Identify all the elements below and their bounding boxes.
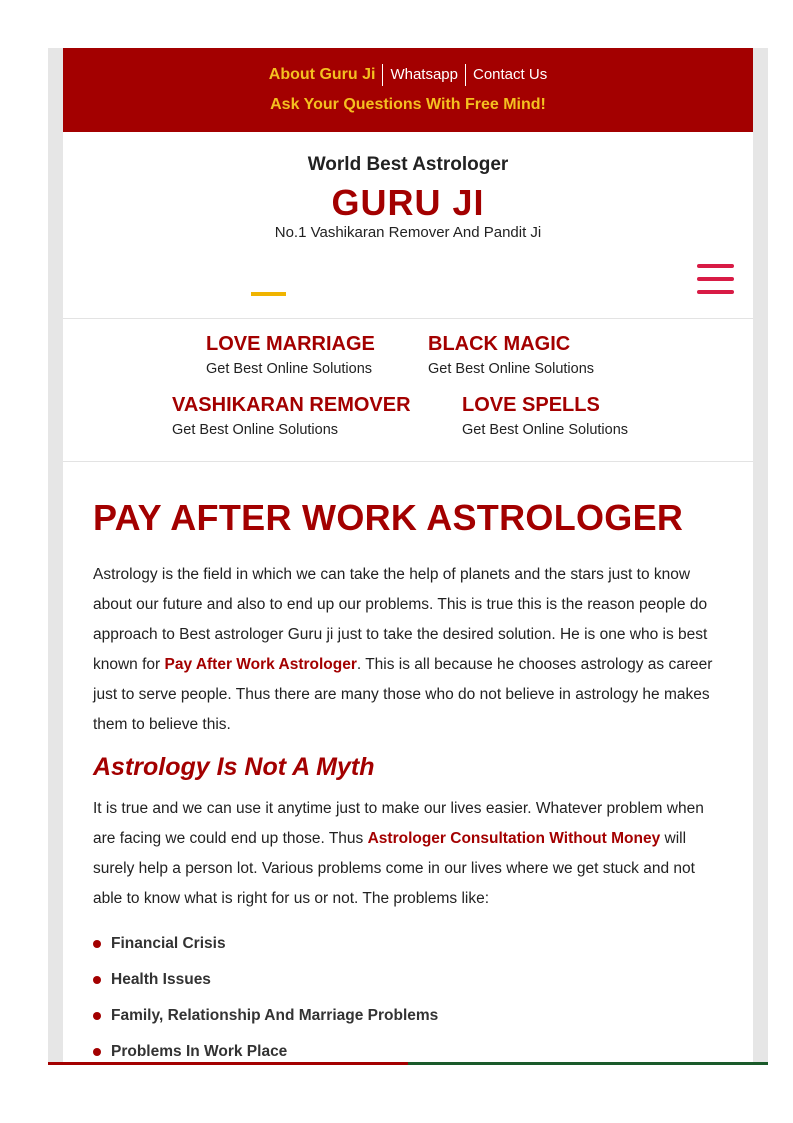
service-title: LOVE SPELLS (462, 394, 600, 416)
list-item-text: Family, Relationship And Marriage Problems (111, 1007, 439, 1024)
list-item-text: Financial Crisis (111, 935, 226, 952)
list-item-text: Health Issues (111, 971, 211, 988)
whatsapp-link[interactable]: Whatsapp (390, 66, 458, 83)
service-desc: Get Best Online Solutions (428, 361, 595, 377)
bullet-dot-icon (93, 940, 101, 948)
about-guru-ji-link[interactable]: About Guru Ji (268, 66, 376, 83)
section-heading: Astrology Is Not A Myth (93, 753, 375, 781)
bullet-dot-icon (93, 1048, 101, 1056)
list-item (93, 934, 723, 970)
list-item-text: Problems In Work Place (111, 1043, 288, 1060)
service-desc: Get Best Online Solutions (206, 361, 373, 377)
service-title: VASHIKARAN REMOVER (172, 394, 411, 416)
service-love-marriage[interactable] (206, 332, 375, 377)
brand-pretitle: World Best Astrologer (307, 154, 509, 175)
services-nav (63, 319, 753, 462)
brand-name[interactable]: GURU JI (331, 182, 485, 223)
paragraph-text: . This is all because he chooses astrology as career just to serve people. Thus there are many those who do not believe in astrology he makes them to believe this. (93, 656, 713, 733)
list-item (93, 1042, 723, 1064)
paragraph-text: will surely help a person lot. Various problems come in our lives where we get stuck and not able to know what is right for us or not. The problems like: (93, 830, 695, 907)
top-links (63, 48, 753, 86)
bottom-divider (48, 1062, 768, 1065)
tagline: Ask Your Questions With Free Mind! (270, 96, 546, 113)
contact-us-link[interactable]: Contact Us (473, 66, 548, 83)
service-desc: Get Best Online Solutions (172, 422, 339, 438)
page-title: PAY AFTER WORK ASTROLOGER (93, 497, 684, 538)
paragraph-text: It is true and we can use it anytime just to make our lives easier. Whatever problem when are facing we could end up those. Thus (93, 800, 704, 847)
bullet-dot-icon (93, 976, 101, 984)
service-desc: Get Best Online Solutions (462, 422, 629, 438)
decorative-dash (251, 292, 286, 296)
problems-list (93, 934, 723, 1064)
service-love-spells[interactable] (462, 393, 628, 438)
intro-paragraph (93, 560, 723, 740)
service-title: LOVE MARRIAGE (206, 333, 375, 355)
hamburger-menu-icon[interactable] (697, 264, 734, 295)
pay-after-work-astrologer-link[interactable]: Pay After Work Astrologer (164, 656, 357, 673)
service-vashikaran-remover[interactable] (172, 393, 411, 438)
list-item (93, 970, 723, 1006)
list-item (93, 1006, 723, 1042)
service-black-magic[interactable] (428, 332, 594, 377)
service-title: BLACK MAGIC (428, 333, 571, 355)
main-content (63, 462, 753, 1064)
body-paragraph (93, 794, 723, 914)
paragraph-text: Astrology is the field in which we can take the help of planets and the stars just to know about our future and also to end up our problems. This is true this is the reason people do approach to Best astrologer Guru ji just to take the desired solution. He is one who is best known for (93, 566, 708, 673)
top-bar (63, 48, 753, 132)
astrologer-consultation-link[interactable]: Astrologer Consultation Without Money (367, 830, 661, 847)
page (63, 48, 753, 1064)
bullet-dot-icon (93, 1012, 101, 1020)
brand-subtitle: No.1 Vashikaran Remover And Pandit Ji (274, 224, 542, 241)
brand-header (63, 132, 753, 319)
page-frame (48, 48, 768, 1064)
